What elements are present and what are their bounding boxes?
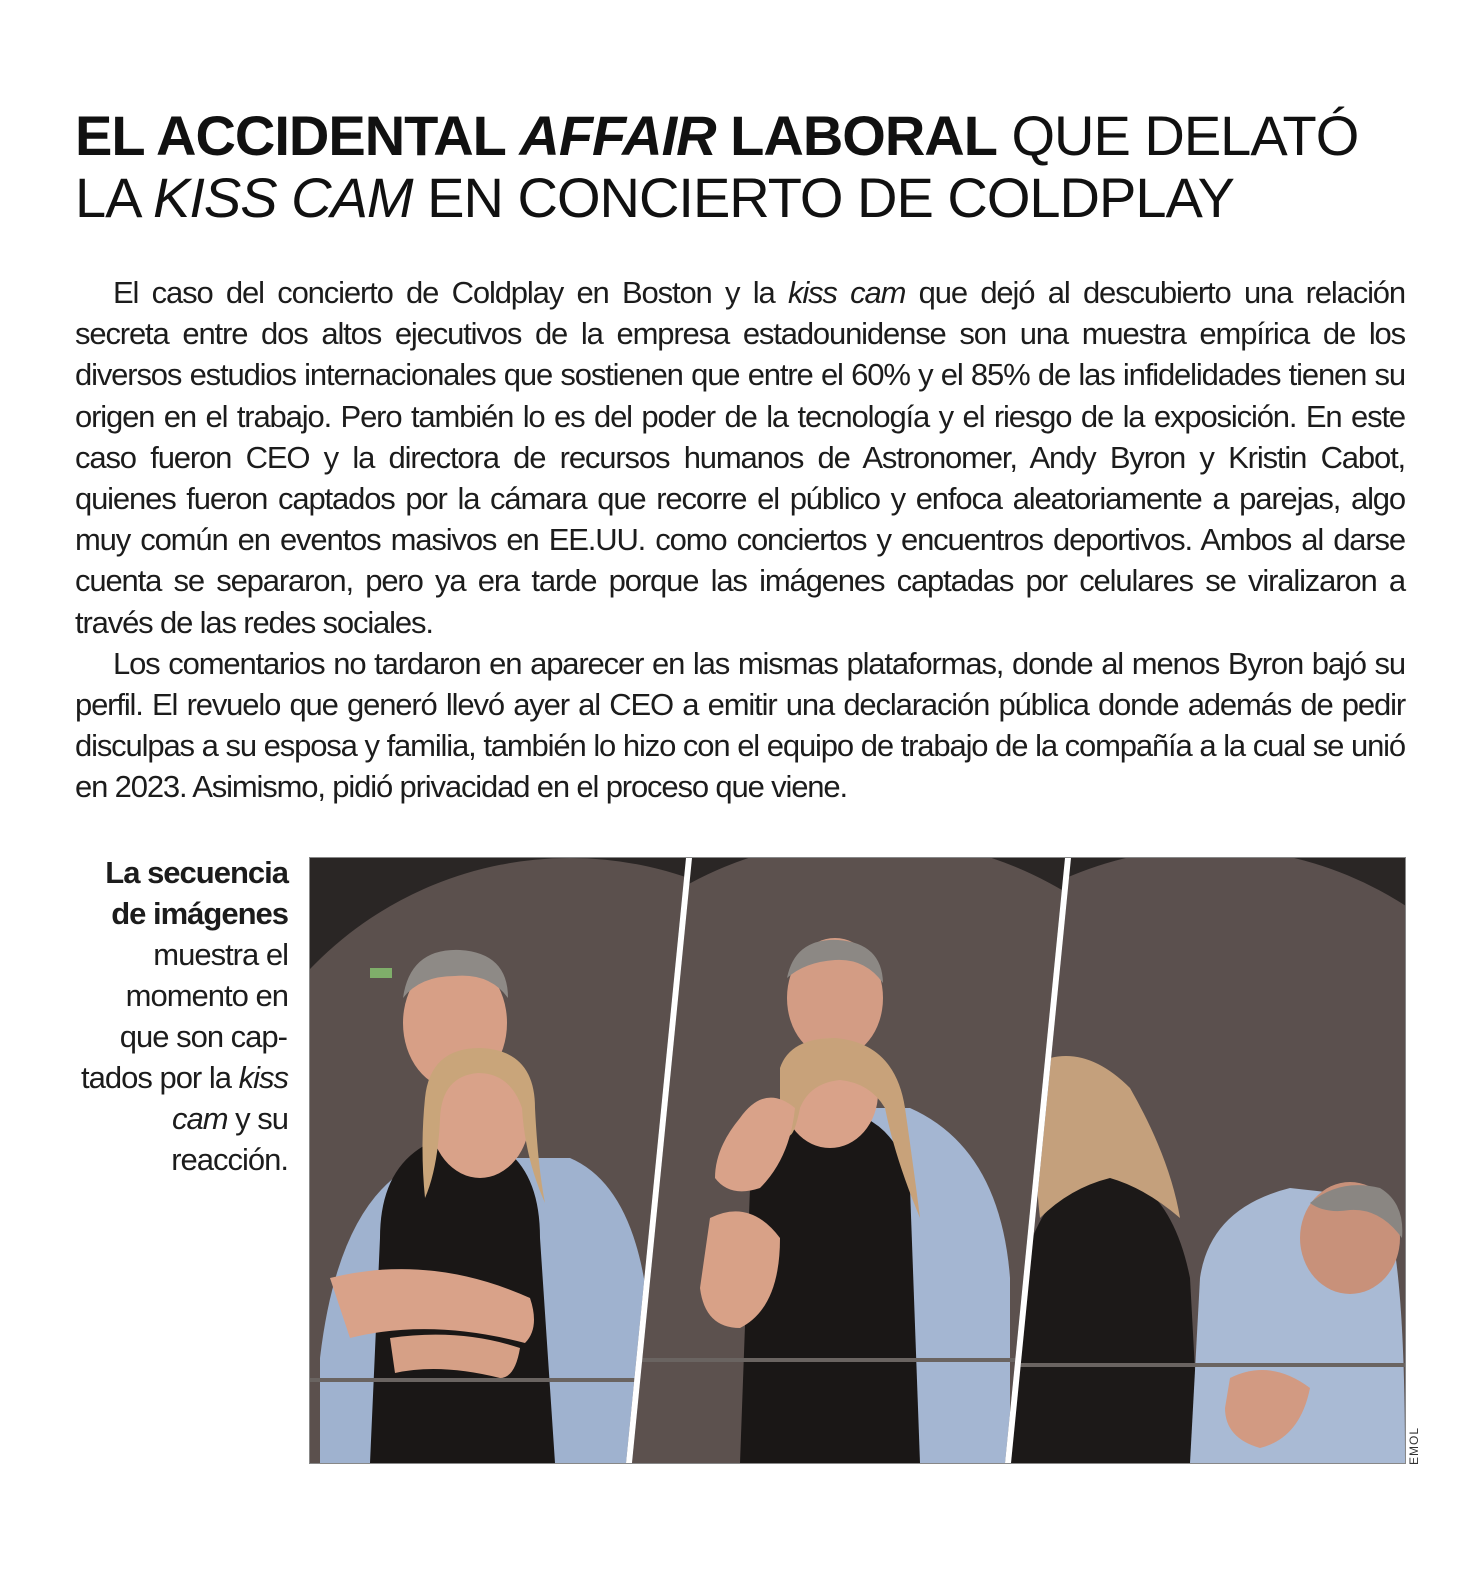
caption-bold: La secuencia de imágenes — [105, 855, 288, 931]
caption-mid: muestra el momento en que son captados por la — [81, 937, 288, 1095]
photo-sequence-illustration — [310, 858, 1405, 1463]
paragraph-1-start: El caso del concierto de Coldplay en Boston y la — [113, 275, 788, 310]
headline-regular-3: EN CONCIERTO DE COLDPLAY — [412, 166, 1235, 229]
headline-kiss-cam: KISS CAM — [152, 166, 413, 229]
paragraph-1-rest: que dejó al descubierto una relación secreta entre dos altos ejecutivos de la empresa estadounidense son una muestra empírica de los diversos estudios internacionales que sostienen que entre el 60% y el 85% de las infidelidades tienen su origen en el trabajo. Pero también lo es del poder de la tecnología y el riesgo de la exposición. En este caso fueron CEO y la directora de recursos humanos de Astronomer, Andy Byron y Kristin Cabot, quienes fueron captados por la cámara que recorre el público y enfoca aleatoriamente a parejas, algo muy común en eventos masivos en EE.UU. como conciertos y encuentros deportivos. Ambos al darse cuenta se separaron, pero ya era tarde porque las imágenes captadas por celulares se viralizaron a través de las redes sociales. — [75, 275, 1405, 640]
photo-caption — [72, 852, 288, 1180]
paragraph-1 — [75, 272, 1405, 643]
headline-affair: AFFAIR — [519, 104, 716, 167]
caption-end: y su reacción. — [171, 1101, 288, 1177]
caption-kiss-cam: kiss cam — [171, 1060, 288, 1136]
paragraph-1-kiss-cam: kiss cam — [787, 275, 906, 310]
headline-line-1 — [75, 105, 1415, 167]
article-body — [75, 272, 1405, 808]
headline-bold-2: LABORAL — [715, 104, 997, 167]
headline-bold-1: EL ACCIDENTAL — [75, 104, 520, 167]
headline-regular-1: QUE DELATÓ — [996, 104, 1359, 167]
photo-sequence — [309, 857, 1406, 1464]
headline-regular-2: LA — [75, 166, 153, 229]
paragraph-2: Los comentarios no tardaron en aparecer en las mismas plataformas, donde al menos Byron bajó su perfil. El revuelo que generó llevó ayer al CEO a emitir una declaración pública donde además de pedir disculpas a su esposa y familia, también lo hizo con el equipo de trabajo de la compañía a la cual se unió en 2023. Asimismo, pidió privacidad en el proceso que viene. — [75, 645, 1405, 805]
headline-line-2 — [75, 167, 1415, 229]
headline — [75, 105, 1415, 229]
photo-credit: EMOL — [1407, 1426, 1421, 1465]
